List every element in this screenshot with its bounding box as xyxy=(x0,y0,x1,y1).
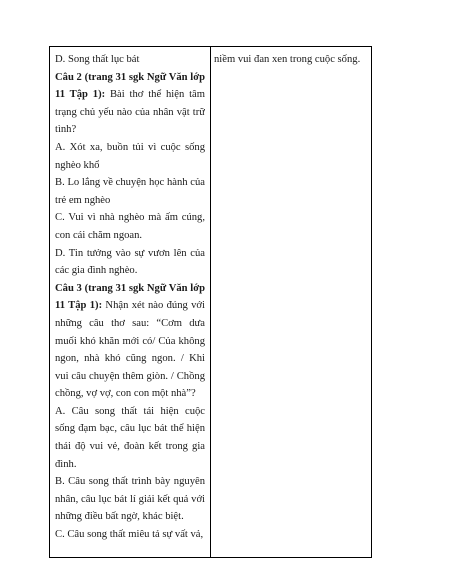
worksheet-table xyxy=(49,46,372,558)
q3-option-b: B. Câu song thất trình bày nguyên nhân, câu lục bát lí giải kết quả với những điều bất ngờ, khác biệt. xyxy=(55,476,205,523)
q3-option-c: C. Câu song thất miêu tả sự vất vả, xyxy=(55,529,204,541)
questions-cell xyxy=(50,47,211,558)
option-d-q1: D. Song thất lục bát xyxy=(55,54,140,65)
question-2-heading: Câu 2 (trang 31 sgk Ngữ Văn lớp 11 Tập 1): xyxy=(55,71,205,101)
q2-option-d: D. Tin tưởng vào sự vươn lên của các gia đình nghèo. xyxy=(55,247,205,277)
question-3-heading: Câu 3 (trang 31 sgk Ngữ Văn lớp 11 Tập 1): xyxy=(55,282,205,312)
question-2 xyxy=(55,69,205,139)
question-3-text: Nhận xét nào đúng với những câu thơ sau: “Cơm dưa muối khó khăn mới có/ Của không ngon, nhà khó cũng ngon. / Khi vui câu chuyện thêm giòn. / Chồng chồng, vợ vợ, con con một nhà”? xyxy=(55,300,205,400)
question-2-text: Bài thơ thể hiện tâm trạng chủ yếu nào của nhân vật trữ tình? xyxy=(55,89,205,136)
q2-option-c: C. Vui vì nhà nghèo mà ấm cúng, con cái chăm ngoan. xyxy=(55,212,205,241)
questions-content xyxy=(55,51,205,553)
question-3 xyxy=(55,280,205,403)
q3-option-a: A. Câu song thất tái hiện cuộc sống đạm bạc, câu lục bát thể hiện thái độ vui vẻ, đoàn kết trong gia đình. xyxy=(55,405,205,470)
q2-option-a: A. Xót xa, buồn tủi vì cuộc sống nghèo khổ xyxy=(55,141,205,171)
q2-option-b: B. Lo lắng về chuyện học hành của trẻ em nghèo xyxy=(55,177,205,206)
answers-cell xyxy=(211,47,372,558)
table-row xyxy=(50,47,372,558)
answer-text: niềm vui đan xen trong cuộc sống. xyxy=(214,54,361,65)
